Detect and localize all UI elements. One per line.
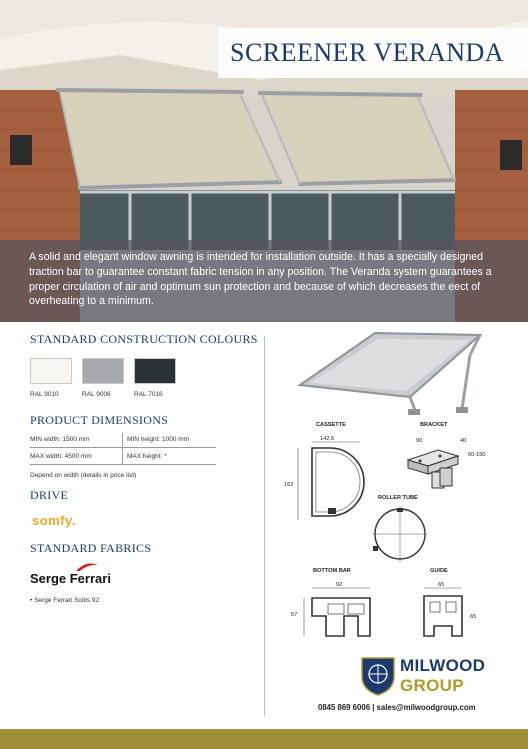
cassette-height: 162 — [284, 482, 294, 488]
company-name-line1: MILWOOD — [400, 656, 486, 675]
roller-tube-label: ROLLER TUBE — [378, 495, 418, 501]
bottom-bar-height: 57 — [291, 612, 298, 618]
min-height: MIN height: 1000 mm — [127, 436, 190, 443]
somfy-logo: somfy. — [32, 513, 76, 528]
swatch-label: RAL 9010 — [30, 391, 59, 398]
swatch-label: RAL 7016 — [134, 391, 163, 398]
divider — [122, 433, 123, 465]
roller-tube-diagram — [370, 506, 430, 562]
max-height: MAX height: * — [127, 453, 167, 460]
column-divider — [264, 336, 265, 716]
bracket-dim-a: 90 — [416, 438, 423, 444]
cassette-label: CASSETTE — [316, 422, 346, 428]
guide-height: 65 — [470, 614, 477, 620]
swatch-ral-9006 — [82, 358, 124, 384]
page-title: SCREENER VERANDA — [230, 38, 505, 67]
product-render — [290, 325, 500, 420]
bracket-dim-b: 40 — [460, 438, 467, 444]
bracket-dim-c: 60-150 — [468, 452, 486, 458]
fabrics-heading: STANDARD FABRICS — [30, 541, 152, 555]
company-name-line2: GROUP — [400, 676, 464, 695]
serge-ferrari-logo: Serge Ferrari — [30, 571, 111, 586]
footer-bar — [0, 729, 528, 749]
bottom-bar-diagram — [298, 586, 378, 642]
dimensions-heading: PRODUCT DIMENSIONS — [30, 413, 169, 427]
cassette-diagram — [290, 440, 375, 528]
bottom-bar-width: 92 — [336, 582, 343, 588]
cassette-width: 142.6 — [320, 436, 334, 442]
intro-text: A solid and elegant window awning is intended for installation outside. It has a specially designed traction bar to guarantee constant fabric tension in any position. The Veranda system guarantees a proper circulation of air and optimum sun protection and because of which decreases the eect of overheating to a minimum. — [29, 251, 492, 308]
min-width: MIN width: 1500 mm — [30, 436, 90, 443]
milwood-crest-icon — [360, 656, 396, 696]
bottom-bar-label: BOTTOM BAR — [313, 568, 351, 574]
swatch-label: RAL 9006 — [82, 391, 111, 398]
dimensions-note: Depend on width (details in price list) — [30, 472, 137, 479]
colours-heading: STANDARD CONSTRUCTION COLOURS — [30, 332, 258, 346]
intro-panel — [0, 240, 528, 322]
max-width: MAX width: 4500 mm — [30, 453, 92, 460]
divider — [30, 447, 216, 448]
swatch-ral-7016 — [134, 358, 176, 384]
swatch-ral-9010 — [30, 358, 72, 384]
bracket-label: BRACKET — [420, 422, 448, 428]
hero-photo — [0, 0, 528, 322]
title-box — [218, 28, 528, 78]
contact-info: 0845 869 6006 | sales@milwoodgroup.com — [318, 703, 476, 712]
bracket-diagram — [400, 442, 472, 494]
fabric-item: • Serge Ferrari Soltis 92 — [30, 597, 100, 604]
guide-label: GUIDE — [430, 568, 448, 574]
guide-diagram — [418, 586, 468, 642]
guide-width: 65 — [438, 582, 445, 588]
divider — [30, 464, 216, 465]
drive-heading: DRIVE — [30, 488, 69, 502]
